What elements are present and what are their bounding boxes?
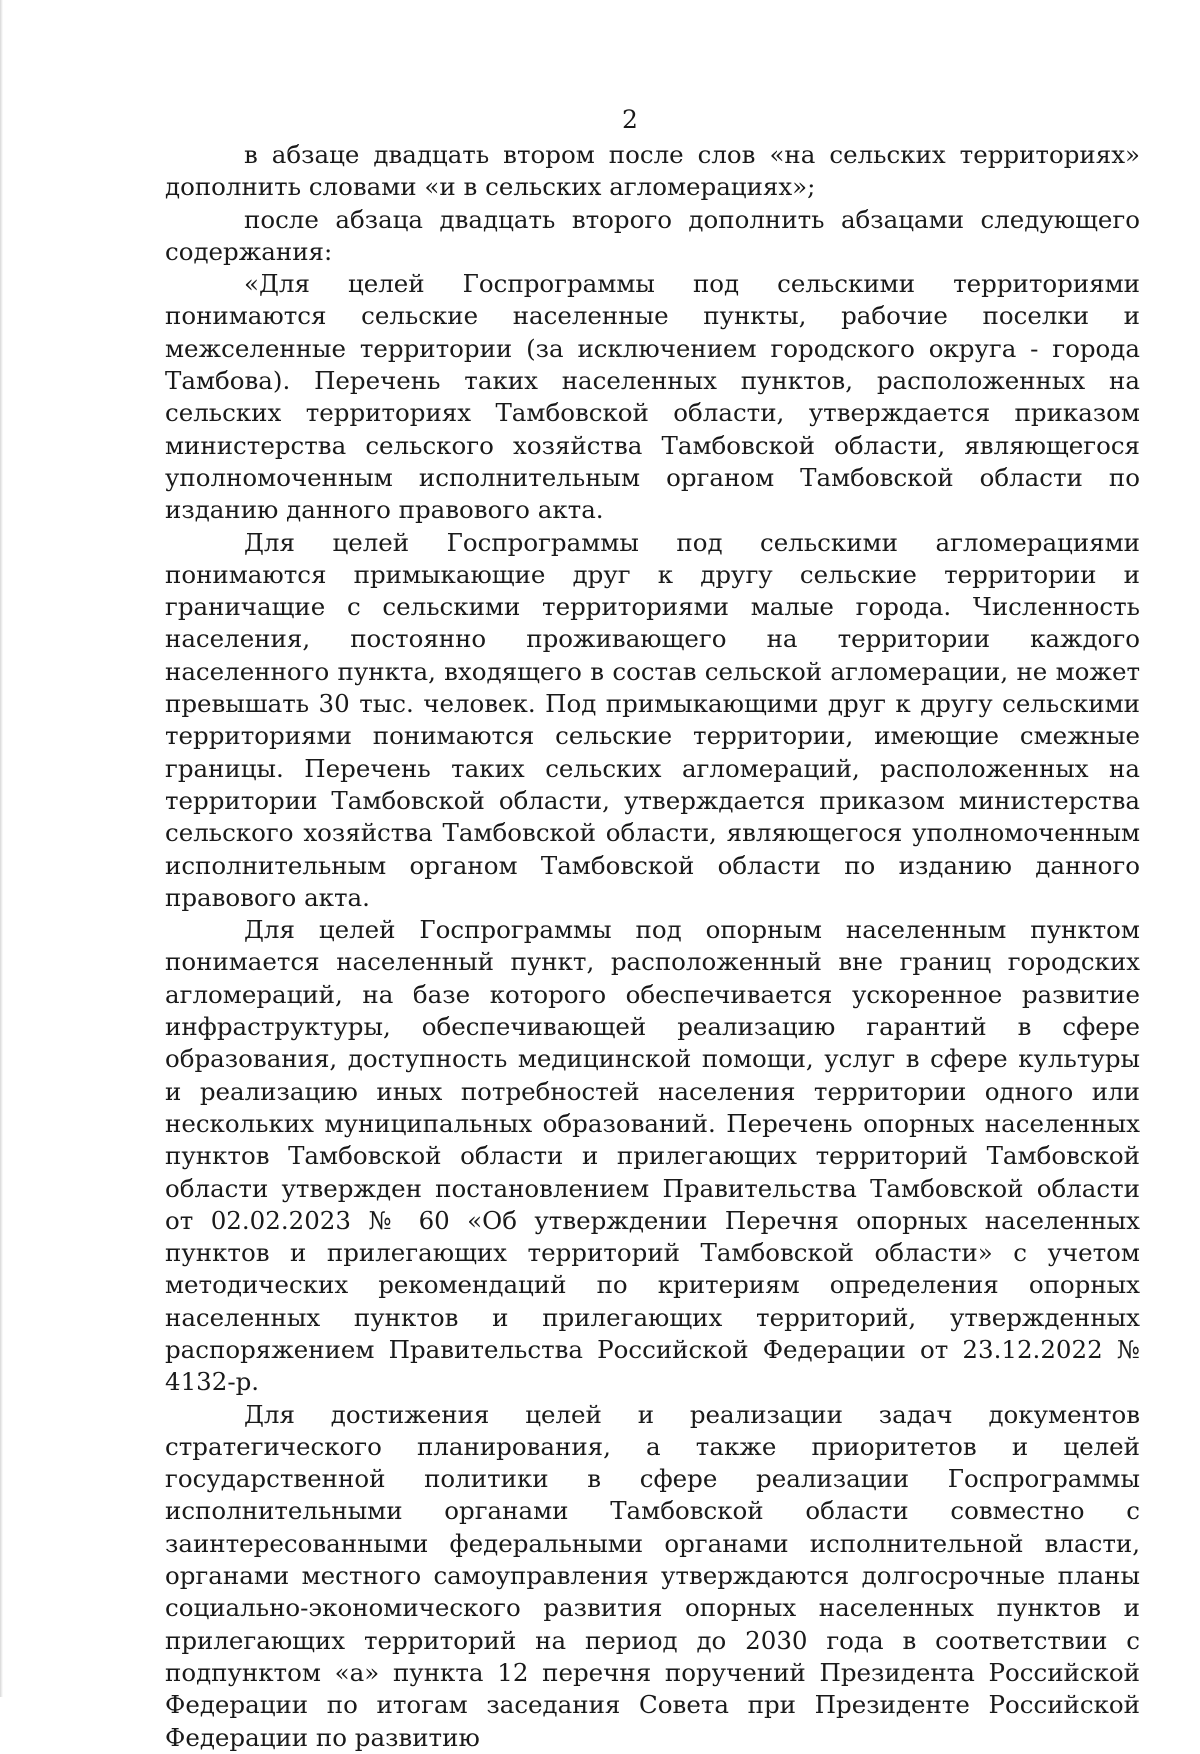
document-body: [165, 139, 1140, 1754]
paragraph-amendment-2: после абзаца двадцать второго дополнить абзацами следующего содержания:: [165, 204, 1140, 266]
paragraph-amendment-1: в абзаце двадцать втором после слов «на сельских территориях» дополнить словами «и в сельских агломерациях»;: [165, 140, 1140, 202]
scan-edge: [0, 0, 3, 1697]
paragraph-rural-agglomerations: Для целей Госпрограммы под сельскими агломерациями понимаются примыкающие друг к другу сельские территории и граничащие с сельскими территориями малые города. Численность населения, постоянно проживающего на территории каждого населенного пункта, входящего в состав сельской агломерации, не может превышать 30 тыс. человек. Под примыкающими друг к другу сельскими территориями понимаются сельские территории, имеющие смежные границы. Перечень таких сельских агломераций, расположенных на территории Тамбовской области, утверждается приказом министерства сельского хозяйства Тамбовской области, являющегося уполномоченным исполнительным органом Тамбовской области по изданию данного правового акта.: [165, 527, 1140, 912]
paragraph-support-settlement: Для целей Госпрограммы под опорным населенным пунктом понимается населенный пункт, расположенный вне границ городских агломераций, на базе которого обеспечивается ускоренное развитие инфраструктуры, обеспечивающей реализацию гарантий в сфере образования, доступность медицинской помощи, услуг в сфере культуры и реализацию иных потребностей населения территории одного или нескольких муниципальных образований. Перечень опорных населенных пунктов Тамбовской области и прилегающих территорий Тамбовской области утвержден постановлением Правительства Тамбовской области от 02.02.2023 № 60 «Об утверждении Перечня опорных населенных пунктов и прилегающих территорий Тамбовской области» с учетом методических рекомендаций по критериям определения опорных населенных пунктов и прилегающих территорий, утвержденных распоряжением Правительства Российской Федерации от 23.12.2022 № 4132-р.: [165, 915, 1140, 1397]
page-number: 2: [622, 105, 638, 134]
paragraph-rural-territories: «Для целей Госпрограммы под сельскими территориями понимаются сельские населенные пункты, рабочие поселки и межселенные территории (за исключением городского округа - города Тамбова). Перечень таких населенных пунктов, расположенных на сельских территориях Тамбовской области, утверждается приказом министерства сельского хозяйства Тамбовской области, являющегося уполномоченным исполнительным органом Тамбовской области по изданию данного правового акта.: [165, 269, 1140, 525]
paragraph-development-plans: Для достижения целей и реализации задач документов стратегического планирования, а также приоритетов и целей государственной политики в сфере реализации Госпрограммы исполнительными органами Тамбовской области совместно с заинтересованными федеральными органами исполнительной власти, органами местного самоуправления утверждаются долгосрочные планы социально-экономического развития опорных населенных пунктов и прилегающих территорий на период до 2030 года в соответствии с подпунктом «а» пункта 12 перечня поручений Президента Российской Федерации по итогам заседания Совета при Президенте Российской Федерации по развитию: [165, 1399, 1140, 1752]
